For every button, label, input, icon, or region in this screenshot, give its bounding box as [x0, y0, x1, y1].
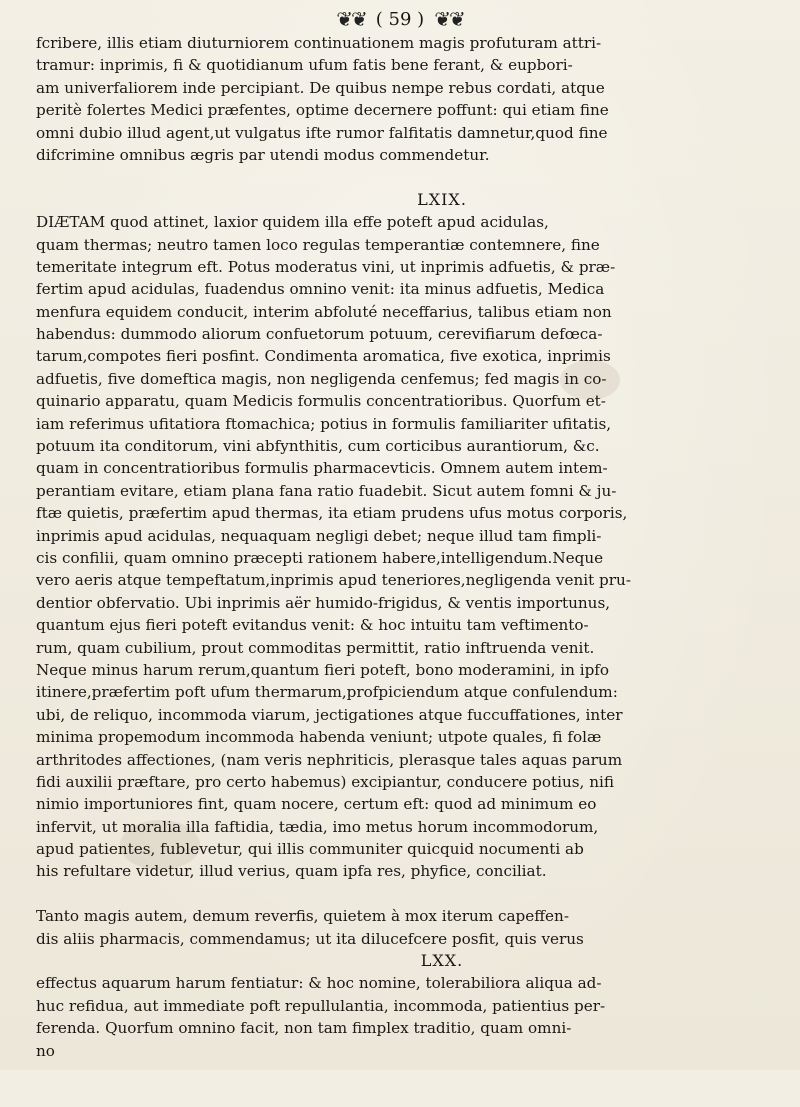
text-line: Neque minus harum rerum,quantum fieri poteft, bono moderamini, in ipfo — [36, 660, 610, 679]
text-line: minima propemodum incommoda habenda veniunt; utpote quales, fi folæ — [36, 728, 602, 747]
running-head — [0, 4, 800, 34]
section-number: LXIX. — [417, 189, 467, 209]
text-line: fcribere, illis etiam diuturniorem continuationem magis profuturam attri- — [36, 34, 602, 52]
text-line: dis aliis pharmacis, commendamus; ut ita dilucefcere posfit, quis verus — [36, 929, 584, 948]
text-line: rum, quam cubilium, prout commoditas permittit, ratio inftruenda venit. — [36, 638, 595, 657]
text-line: vero aeris atque tempeftatum,inprimis apud teneriores,negligenda venit pru- — [36, 571, 631, 590]
text-line — [36, 883, 788, 905]
page-number: ( 59 ) — [375, 8, 425, 30]
text-line: omni dubio illud agent,ut vulgatus ifte rumor falfitatis damnetur,quod fine — [36, 123, 608, 142]
text-line: peritè folertes Medici præfentes, optime decernere poffunt: qui etiam fine — [36, 101, 609, 120]
text-line: menfura equidem conducit, interim abfoluté neceffarius, talibus etiam non — [36, 302, 612, 321]
text-line: arthritodes affectiones, (nam veris nephriticis, plerasque tales aquas parum — [36, 750, 623, 769]
text-line: adfuetis, five domeftica magis, non negligenda cenfemus; fed magis in co- — [36, 369, 607, 388]
text-line — [36, 166, 788, 188]
right-ornament-icon: ❦❦ — [434, 7, 464, 31]
text-line: effectus aquarum harum fentiatur: & hoc nomine, tolerabiliora aliqua ad- — [36, 974, 602, 993]
text-line: potuum ita conditorum, vini abfynthitis, cum corticibus aurantiorum, &c. — [36, 437, 600, 456]
text-line: tarum,compotes fieri posfint. Condimenta aromatica, five exotica, inprimis — [36, 347, 611, 366]
text-line — [36, 1084, 788, 1106]
text-line: ftæ quietis, præfertim apud thermas, ita etiam prudens ufus motus corporis, — [36, 504, 628, 523]
text-line: quam in concentratioribus formulis pharmacevticis. Omnem autem intem- — [36, 459, 608, 478]
section-number: LXX. — [420, 951, 464, 971]
text-line: Tanto magis autem, demum reverfis, quietem à mox iterum capeffen- — [36, 907, 569, 926]
text-line: huc refidua, aut immediate poft repullulantia, incommoda, patientius per- — [36, 996, 606, 1015]
text-line: itinere,præfertim poft ufum thermarum,profpiciendum atque confulendum: — [36, 683, 618, 702]
text-line: nimio importuniores fint, quam nocere, certum eft: quod ad minimum eo — [36, 795, 597, 814]
text-line: infervit, ut moralia illa faftidia, tædia, imo metus horum incommodorum, — [36, 817, 599, 836]
text-line: cis confilii, quam omnino præcepti rationem habere,intelligendum.Neque — [36, 548, 604, 567]
text-line: perantiam evitare, etiam plana fana ratio fuadebit. Sicut autem fomni & ju- — [36, 481, 617, 500]
text-line: ferenda. Quorfum omnino facit, non tam fimplex traditio, quam omni- — [36, 1019, 572, 1038]
text-line: habendus: dummodo aliorum confuetorum potuum, cerevifiarum defœca- — [36, 325, 603, 344]
text-line: quam thermas; neutro tamen loco regulas temperantiæ contemnere, fine — [36, 235, 600, 254]
text-line: difcrimine omnibus ægris par utendi modus commendetur. — [36, 145, 490, 164]
text-line: inprimis apud acidulas, nequaquam negligi debet; neque illud tam fimpli- — [36, 526, 602, 545]
text-line: quinario apparatu, quam Medicis formulis concentratioribus. Quorfum et- — [36, 392, 606, 411]
text-line: am univerfaliorem inde percipiant. De quibus nempe rebus cordati, atque — [36, 78, 605, 97]
text-line: fidi auxilii præftare, pro certo habemus) excipiantur, conducere potius, nifi — [36, 772, 614, 791]
left-ornament-icon: ❦❦ — [336, 7, 366, 31]
text-line: tramur: inprimis, fi & quotidianum ufum fatis bene ferant, & eupbori- — [36, 56, 573, 75]
text-line — [36, 1062, 788, 1084]
text-line: no — [36, 1041, 55, 1060]
text-line: quantum ejus fieri poteft evitandus venit: & hoc intuitu tam veftimento- — [36, 616, 589, 635]
text-line: temeritate integrum eft. Potus moderatus vini, ut inprimis adfuetis, & præ- — [36, 257, 616, 276]
text-line: apud patientes, fublevetur, qui illis communiter quicquid nocumenti ab — [36, 840, 584, 859]
text-line: ubi, de reliquo, incommoda viarum, jectigationes atque fuccuffationes, inter — [36, 705, 623, 724]
text-line: DIÆTAM quod attinet, laxior quidem illa effe poteft apud acidulas, — [36, 213, 549, 232]
text-line: fertim apud acidulas, fuadendus omnino venit: ita minus adfuetis, Medica — [36, 280, 605, 299]
text-line: dentior obfervatio. Ubi inprimis aër humido-frigidus, & ventis importunus, — [36, 593, 611, 612]
text-line: his refultare videtur, illud verius, quam ipfa res, phyfice, conciliat. — [36, 862, 547, 881]
body-text — [36, 32, 788, 1107]
text-line: iam referimus ufitatiora ftomachica; potius in formulis familiariter ufitatis, — [36, 414, 612, 433]
